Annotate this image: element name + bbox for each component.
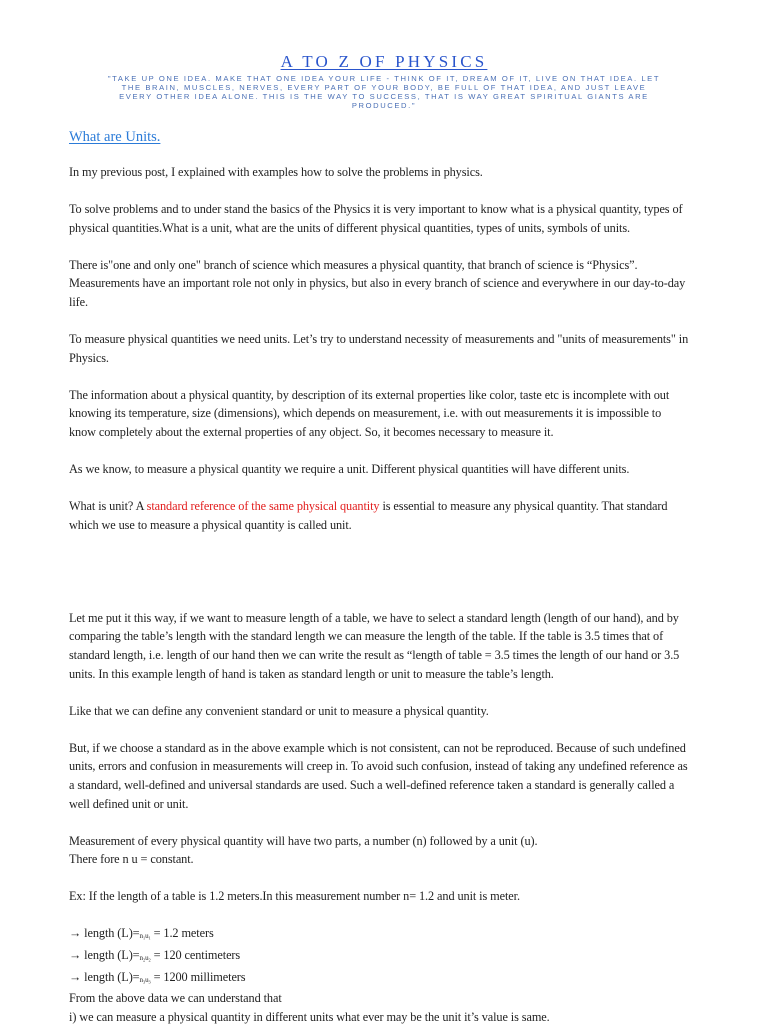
- paragraph-understand-that: From the above data we can understand that: [69, 991, 282, 1006]
- paragraph-well-defined-units: But, if we choose a standard as in the above example which is not consistent, can not be reproduced. Because of such undefined units, errors and confusion in measurements will creep in. To avoid such confusion, instead of taking any undefined reference as a standard, well-defined and universal standards are used. Such a well-defined reference taken a standard is generally called a well defined unit or unit.: [69, 740, 688, 811]
- equation-label: → length (L)=: [69, 969, 140, 984]
- site-tagline: "TAKE UP ONE IDEA. MAKE THAT ONE IDEA YOUR LIFE - THINK OF IT, DREAM OF IT, LIVE ON THAT IDEA. LET THE BRAIN, MUSCLES, NERVES, EVERY PART OF YOUR BODY, BE FULL OF THAT IDEA, AND JUST LEAVE EVERY OTHER IDEA ALONE. THIS IS THE WAY TO SUCCESS, THAT IS WAY GREAT SPIRITUAL GIANTS ARE PRODUCED.": [107, 74, 661, 110]
- text-nu-constant: There fore n u = constant.: [69, 852, 194, 867]
- paragraph-basics: To solve problems and to under stand the basics of the Physics it is very important to know what is a physical quantity, types of physical quantities.What is a unit, what are the units of different physical quantities, types of units, symbols of units.: [69, 202, 683, 235]
- paragraph-example-length: Ex: If the length of a table is 1.2 meters.In this measurement number n= 1.2 and unit is meter.: [69, 889, 520, 904]
- blank-space: [69, 553, 691, 609]
- equation-value: = 1.2 meters: [150, 926, 214, 941]
- equation-centimeters: [69, 946, 691, 968]
- equation-label: → length (L)=: [69, 926, 140, 941]
- equation-subscript: n₂u₂: [139, 954, 151, 963]
- paragraph-external-properties: The information about a physical quantity, by description of its external properties like color, taste etc is incomplete with out knowing its temperature, size (dimensions), which depends on measurement, i.e. with out measurements it is impossible to know completely about the external properties of any object. So, it becomes necessary to measure it.: [69, 387, 670, 439]
- highlight-standard-reference: standard reference of the same physical quantity: [146, 499, 380, 514]
- equation-value: = 120 centimeters: [150, 948, 241, 963]
- equation-millimeters: [69, 968, 691, 990]
- post-body: [69, 128, 691, 1026]
- paragraph-two-parts: [69, 832, 691, 869]
- paragraph-table-example: Let me put it this way, if we want to measure length of a table, we have to select a standard length (length of our hand), and by comparing the table’s length with the standard length we can measure the length of the table. If the table is 3.5 times that of standard length, i.e. length of our hand then we can write the result as “length of table = 3.5 times the length of our hand or 3.5 units. In this example length of hand is taken as standard length or unit to measure the table’s length.: [69, 610, 680, 681]
- equation-subscript: n₁u₁: [139, 932, 151, 941]
- post-title-link[interactable]: What are Units.: [69, 129, 161, 145]
- paragraph-require-unit: As we know, to measure a physical quantity we require a unit. Different physical quantities will have different units.: [69, 462, 630, 477]
- paragraph-same-value: i) we can measure a physical quantity in different units what ever may be the unit it’s value is same.: [69, 1009, 550, 1024]
- text-what-is-unit: What is unit? A: [69, 499, 147, 514]
- equation-subscript: n₃u₃: [139, 975, 151, 984]
- text-number-and-unit: Measurement of every physical quantity will have two parts, a number (n) followed by a unit (u).: [69, 833, 538, 848]
- paragraph-convenient-standard: Like that we can define any convenient standard or unit to measure a physical quantity.: [69, 703, 489, 718]
- paragraph-need-units: To measure physical quantities we need units. Let’s try to understand necessity of measurements and "units of measurements" in Physics.: [69, 332, 689, 365]
- site-title-link[interactable]: A TO Z OF PHYSICS: [280, 52, 488, 71]
- paragraph-previous-post: In my previous post, I explained with examples how to solve the problems in physics.: [69, 165, 483, 179]
- paragraph-branch-of-science: There is"one and only one" branch of science which measures a physical quantity, that branch of science is “Physics”. Measurements have an important role not only in physics, but also in every branch of science and everywhere in our day-to-day life.: [69, 257, 686, 309]
- equation-meters: [69, 924, 691, 946]
- blog-header: [0, 52, 768, 110]
- paragraph-what-is-unit: [69, 497, 691, 534]
- text-standard-called-unit: is essential to measure any physical quantity. That standard which we use to measure a physical quantity is called unit.: [69, 499, 668, 532]
- equation-label: → length (L)=: [69, 948, 140, 963]
- equation-value: = 1200 millimeters: [150, 969, 246, 984]
